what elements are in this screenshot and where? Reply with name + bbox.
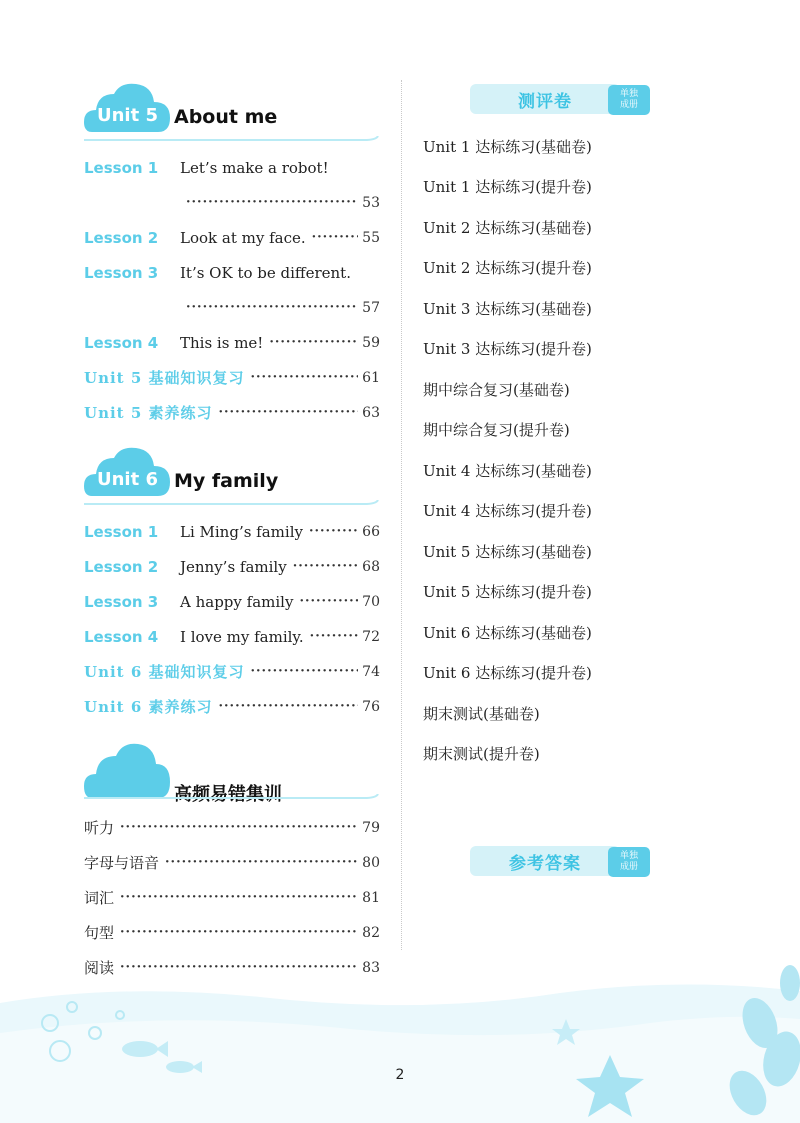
- dot-leader: [114, 890, 358, 905]
- toc-row[interactable]: [84, 689, 380, 724]
- toc-row[interactable]: [84, 150, 380, 185]
- page-number: 66: [362, 523, 380, 540]
- test-item[interactable]: Unit 5 达标练习(提升卷): [423, 583, 592, 602]
- header-underline: [84, 794, 380, 802]
- page-number: 55: [362, 229, 380, 246]
- test-item[interactable]: Unit 3 达标练习(基础卷): [423, 299, 592, 318]
- tag-line: 成册: [619, 100, 638, 110]
- separate-booklet-tag: [608, 85, 650, 115]
- answers-header-label: 参考答案: [509, 853, 581, 874]
- dot-leader: [213, 405, 359, 420]
- test-item[interactable]: 期末测试(提升卷): [423, 745, 540, 764]
- test-item[interactable]: 期中综合复习(提升卷): [423, 421, 570, 440]
- unit-6-header: [84, 444, 380, 508]
- section-item-title: 词汇: [84, 889, 115, 907]
- test-item[interactable]: Unit 6 达标练习(提升卷): [423, 664, 592, 683]
- toc-row[interactable]: [84, 290, 380, 325]
- lesson-title: Li Ming’s family: [180, 522, 303, 541]
- toc-row[interactable]: [84, 654, 380, 689]
- lesson-title: Jenny’s family: [180, 557, 287, 576]
- dot-leader: [287, 559, 358, 574]
- test-item[interactable]: Unit 1 达标练习(基础卷): [423, 137, 592, 156]
- tag-line: 成册: [619, 862, 638, 872]
- lesson-label: Lesson 4: [84, 627, 159, 646]
- toc-row[interactable]: [84, 395, 380, 430]
- test-item[interactable]: Unit 4 达标练习(基础卷): [423, 461, 592, 480]
- test-item[interactable]: Unit 1 达标练习(提升卷): [423, 178, 592, 197]
- test-item[interactable]: 期中综合复习(基础卷): [423, 380, 570, 399]
- lesson-title: It’s OK to be different.: [180, 263, 351, 282]
- lesson-label: Lesson 3: [84, 263, 159, 282]
- toc-row[interactable]: [84, 185, 380, 220]
- tests-header: [470, 84, 638, 114]
- test-item[interactable]: Unit 2 达标练习(基础卷): [423, 218, 592, 237]
- right-column: [423, 84, 673, 774]
- toc-row[interactable]: [84, 360, 380, 395]
- toc-row[interactable]: [84, 584, 380, 619]
- toc-row[interactable]: [84, 325, 380, 360]
- page-number: 68: [362, 558, 380, 575]
- toc-row[interactable]: [84, 915, 380, 950]
- page-number: 72: [362, 628, 380, 645]
- review-title: Unit 6 素养练习: [84, 698, 213, 716]
- lesson-label: Lesson 2: [84, 228, 159, 247]
- dot-leader: [245, 664, 359, 679]
- dot-leader: [159, 855, 358, 870]
- toc-row[interactable]: [84, 619, 380, 654]
- cloud-icon: [84, 738, 174, 802]
- column-divider: [401, 80, 402, 950]
- dot-leader: [245, 370, 359, 385]
- section-title: 高频易错集训: [174, 784, 282, 805]
- ocean-wave-decoration: [0, 963, 800, 1123]
- lesson-title: I love my family.: [180, 627, 304, 646]
- page-number: 80: [362, 854, 380, 871]
- page-number: 63: [362, 404, 380, 421]
- dot-leader: [293, 594, 358, 609]
- toc-row[interactable]: [84, 255, 380, 290]
- lesson-title: Look at my face.: [180, 228, 306, 247]
- lesson-label: Lesson 1: [84, 522, 159, 541]
- page-number: 53: [362, 194, 380, 211]
- dot-leader: [304, 629, 358, 644]
- dot-leader: [213, 699, 359, 714]
- review-title: Unit 5 素养练习: [84, 404, 213, 422]
- left-column: [84, 80, 380, 985]
- lesson-title: Let’s make a robot!: [180, 158, 329, 177]
- page-number-footer: 2: [395, 1067, 405, 1083]
- dot-leader: [180, 300, 358, 315]
- page-number: 61: [362, 369, 380, 386]
- unit-title: My family: [174, 470, 279, 492]
- page-number: 83: [362, 959, 380, 976]
- tag-line: 单独: [619, 89, 638, 99]
- lesson-label: Lesson 3: [84, 592, 159, 611]
- dot-leader: [114, 925, 358, 940]
- section-item-title: 听力: [84, 819, 115, 837]
- page-number: 74: [362, 663, 380, 680]
- test-item[interactable]: Unit 2 达标练习(提升卷): [423, 259, 592, 278]
- tag-line: 单独: [619, 851, 638, 861]
- test-item[interactable]: Unit 6 达标练习(基础卷): [423, 623, 592, 642]
- test-item[interactable]: 期末测试(基础卷): [423, 704, 540, 723]
- tests-header-label: 测评卷: [518, 91, 572, 112]
- unit-badge: Unit 5: [97, 105, 158, 126]
- spacer: [84, 430, 380, 444]
- lesson-label: Lesson 4: [84, 333, 159, 352]
- page-number: 59: [362, 334, 380, 351]
- toc-row[interactable]: [84, 845, 380, 880]
- toc-row[interactable]: [84, 810, 380, 845]
- page-number: 70: [362, 593, 380, 610]
- extra-section-header: [84, 738, 380, 805]
- header-underline: [84, 136, 380, 144]
- section-item-title: 阅读: [84, 959, 115, 977]
- dot-leader: [114, 820, 358, 835]
- lesson-title: This is me!: [180, 333, 264, 352]
- page-number: 81: [362, 889, 380, 906]
- lesson-label: Lesson 1: [84, 158, 159, 177]
- section-item-title: 句型: [84, 924, 115, 942]
- toc-row[interactable]: [84, 220, 380, 255]
- lesson-title: A happy family: [180, 592, 294, 611]
- dot-leader: [306, 230, 358, 245]
- test-item[interactable]: Unit 5 达标练习(基础卷): [423, 542, 592, 561]
- unit-badge: Unit 6: [97, 469, 158, 490]
- dot-leader: [180, 195, 358, 210]
- page-number: 57: [362, 299, 380, 316]
- page-number: 82: [362, 924, 380, 941]
- toc-row[interactable]: [84, 549, 380, 584]
- page-number: 76: [362, 698, 380, 715]
- unit-5-header: [84, 80, 380, 144]
- toc-row[interactable]: [84, 514, 380, 549]
- dot-leader: [303, 524, 358, 539]
- test-item[interactable]: Unit 4 达标练习(提升卷): [423, 502, 592, 521]
- spacer: [84, 724, 380, 738]
- unit-title: About me: [174, 106, 278, 128]
- lesson-label: Lesson 2: [84, 557, 159, 576]
- answers-header[interactable]: [470, 846, 638, 876]
- toc-row[interactable]: [84, 880, 380, 915]
- review-title: Unit 5 基础知识复习: [84, 369, 245, 387]
- answers-section: [423, 846, 673, 876]
- dot-leader: [263, 335, 358, 350]
- header-underline: [84, 500, 380, 508]
- separate-booklet-tag: [608, 847, 650, 877]
- page-number: 79: [362, 819, 380, 836]
- tests-list: [423, 126, 673, 774]
- review-title: Unit 6 基础知识复习: [84, 663, 245, 681]
- section-item-title: 字母与语音: [84, 854, 160, 872]
- test-item[interactable]: Unit 3 达标练习(提升卷): [423, 340, 592, 359]
